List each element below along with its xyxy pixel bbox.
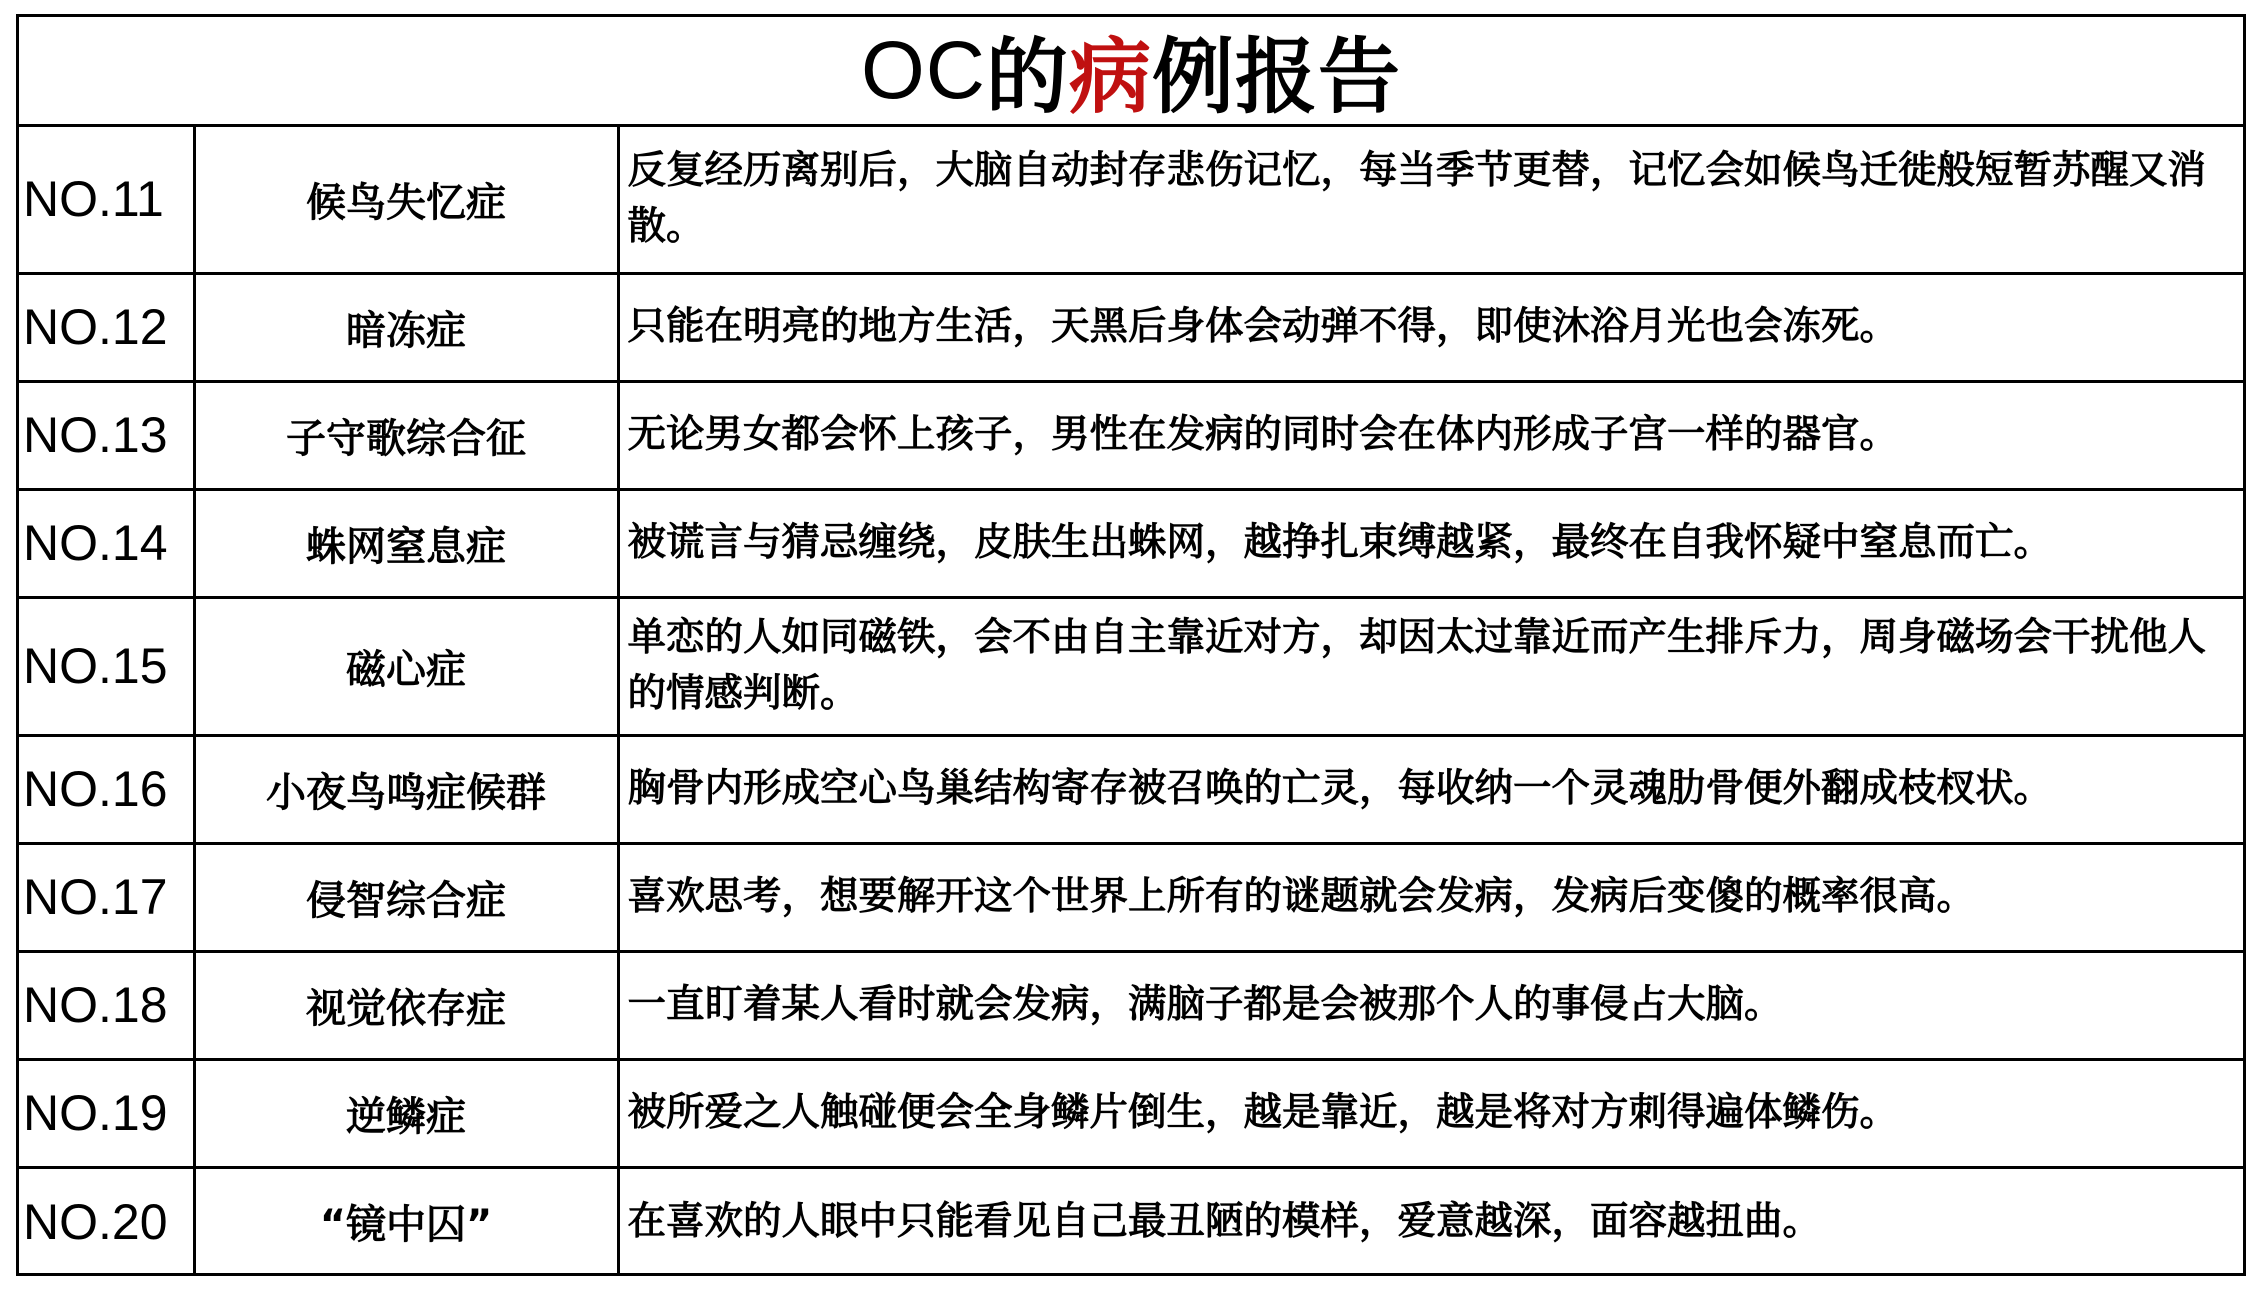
case-number: NO.11 bbox=[19, 127, 194, 273]
case-table bbox=[19, 127, 2243, 1275]
table-row bbox=[19, 273, 2243, 381]
case-number: NO.18 bbox=[19, 951, 194, 1059]
case-number: NO.15 bbox=[19, 597, 194, 735]
case-name: 子守歌综合征 bbox=[194, 381, 618, 489]
case-description: 只能在明亮的地方生活，天黑后身体会动弹不得，即使沐浴月光也会冻死。 bbox=[618, 273, 2243, 381]
table-row bbox=[19, 381, 2243, 489]
table-row bbox=[19, 951, 2243, 1059]
case-number: NO.16 bbox=[19, 735, 194, 843]
case-number: NO.20 bbox=[19, 1167, 194, 1275]
case-number: NO.12 bbox=[19, 273, 194, 381]
case-number: NO.13 bbox=[19, 381, 194, 489]
case-number: NO.14 bbox=[19, 489, 194, 597]
case-name: 小夜鸟鸣症候群 bbox=[194, 735, 618, 843]
table-row bbox=[19, 1167, 2243, 1275]
case-description: 在喜欢的人眼中只能看见自己最丑陋的模样，爱意越深，面容越扭曲。 bbox=[618, 1167, 2243, 1275]
title-de: 的 bbox=[985, 30, 1069, 125]
case-number: NO.17 bbox=[19, 843, 194, 951]
case-description: 胸骨内形成空心鸟巢结构寄存被召唤的亡灵，每收纳一个灵魂肋骨便外翻成枝杈状。 bbox=[618, 735, 2243, 843]
case-name: 逆鳞症 bbox=[194, 1059, 618, 1167]
case-description: 被谎言与猜忌缠绕，皮肤生出蛛网，越挣扎束缚越紧，最终在自我怀疑中窒息而亡。 bbox=[618, 489, 2243, 597]
case-name: 侵智综合症 bbox=[194, 843, 618, 951]
case-number: NO.19 bbox=[19, 1059, 194, 1167]
case-name: 暗冻症 bbox=[194, 273, 618, 381]
table-row bbox=[19, 127, 2243, 273]
title-rest: 例报告 bbox=[1152, 30, 1402, 125]
case-name: 候鸟失忆症 bbox=[194, 127, 618, 273]
case-description: 一直盯着某人看时就会发病，满脑子都是会被那个人的事侵占大脑。 bbox=[618, 951, 2243, 1059]
table-row bbox=[19, 735, 2243, 843]
case-name: 蛛网窒息症 bbox=[194, 489, 618, 597]
case-description: 单恋的人如同磁铁，会不由自主靠近对方，却因太过靠近而产生排斥力，周身磁场会干扰他人的情感判断。 bbox=[618, 597, 2243, 735]
case-description: 喜欢思考，想要解开这个世界上所有的谜题就会发病，发病后变傻的概率很高。 bbox=[618, 843, 2243, 951]
case-name: 磁心症 bbox=[194, 597, 618, 735]
case-report-sheet bbox=[16, 14, 2246, 1276]
case-name: 视觉依存症 bbox=[194, 951, 618, 1059]
case-description: 反复经历离别后，大脑自动封存悲伤记忆，每当季节更替，记忆会如候鸟迁徙般短暂苏醒又消散。 bbox=[618, 127, 2243, 273]
title-oc: OC bbox=[860, 24, 986, 116]
table-row bbox=[19, 1059, 2243, 1167]
case-name: “镜中囚” bbox=[194, 1167, 618, 1275]
table-row bbox=[19, 597, 2243, 735]
table-row bbox=[19, 843, 2243, 951]
title-highlight: 病 bbox=[1068, 30, 1152, 125]
page-title bbox=[19, 17, 2243, 127]
case-description: 无论男女都会怀上孩子，男性在发病的同时会在体内形成子宫一样的器官。 bbox=[618, 381, 2243, 489]
case-description: 被所爱之人触碰便会全身鳞片倒生，越是靠近，越是将对方刺得遍体鳞伤。 bbox=[618, 1059, 2243, 1167]
table-row bbox=[19, 489, 2243, 597]
